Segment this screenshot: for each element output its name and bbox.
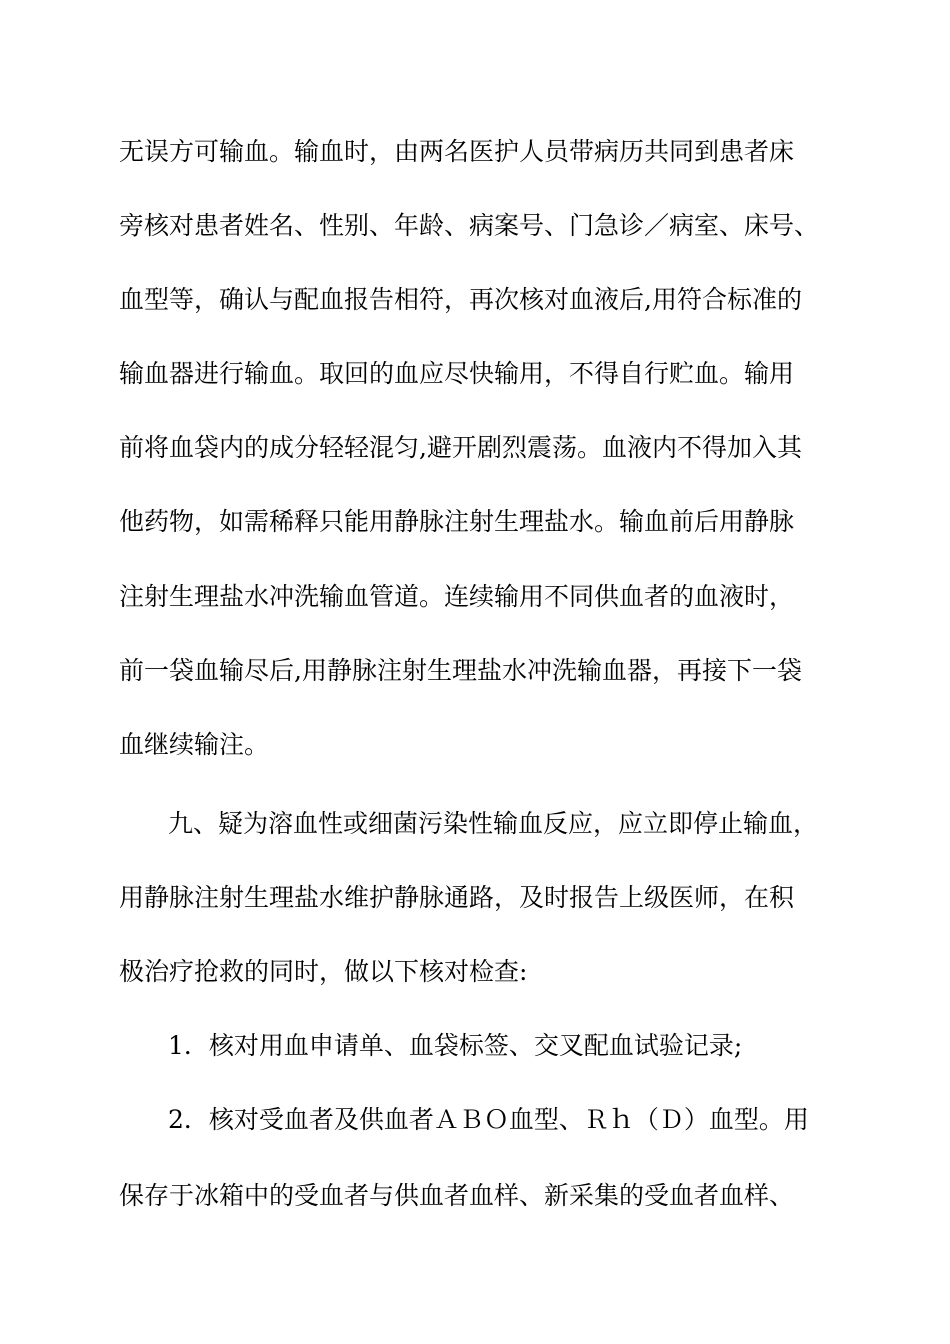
text-line: 血型等，确认与配血报告相符，再次核对血液后,用符合标准的	[119, 285, 802, 314]
text-line: 血继续输注。	[119, 730, 270, 759]
text-line: 前将血袋内的成分轻轻混匀,避开剧烈震荡。血液内不得加入其	[119, 433, 802, 462]
text-line: 旁核对患者姓名、性别、年龄、病案号、门急诊／病室、床号、	[119, 211, 820, 240]
list-item-2: 2．核对受血者及供血者ＡＢＯ血型、Ｒｈ（Ｄ）血型。用	[168, 1105, 809, 1134]
paragraph-heading-line: 九、疑为溶血性或细菌污染性输血反应，应立即停止输血，	[168, 809, 819, 838]
text-line: 输血器进行输血。取回的血应尽快输用，不得自行贮血。输用	[119, 359, 795, 388]
text-line: 保存于冰箱中的受血者与供血者血样、新采集的受血者血样、	[119, 1181, 795, 1210]
text-line: 用静脉注射生理盐水维护静脉通路，及时报告上级医师，在积	[119, 883, 795, 912]
text-line: 注射生理盐水冲洗输血管道。连续输用不同供血者的血液时，	[119, 582, 795, 611]
text-line: 前一袋血输尽后,用静脉注射生理盐水冲洗输血器，再接下一袋	[119, 656, 802, 685]
text-line: 无误方可输血。输血时，由两名医护人员带病历共同到患者床	[119, 137, 795, 166]
text-line: 他药物，如需稀释只能用静脉注射生理盐水。输血前后用静脉	[119, 507, 795, 536]
text-line: 极治疗抢救的同时，做以下核对检查:	[119, 957, 528, 986]
list-item-1: 1．核对用血申请单、血袋标签、交叉配血试验记录;	[168, 1031, 743, 1060]
